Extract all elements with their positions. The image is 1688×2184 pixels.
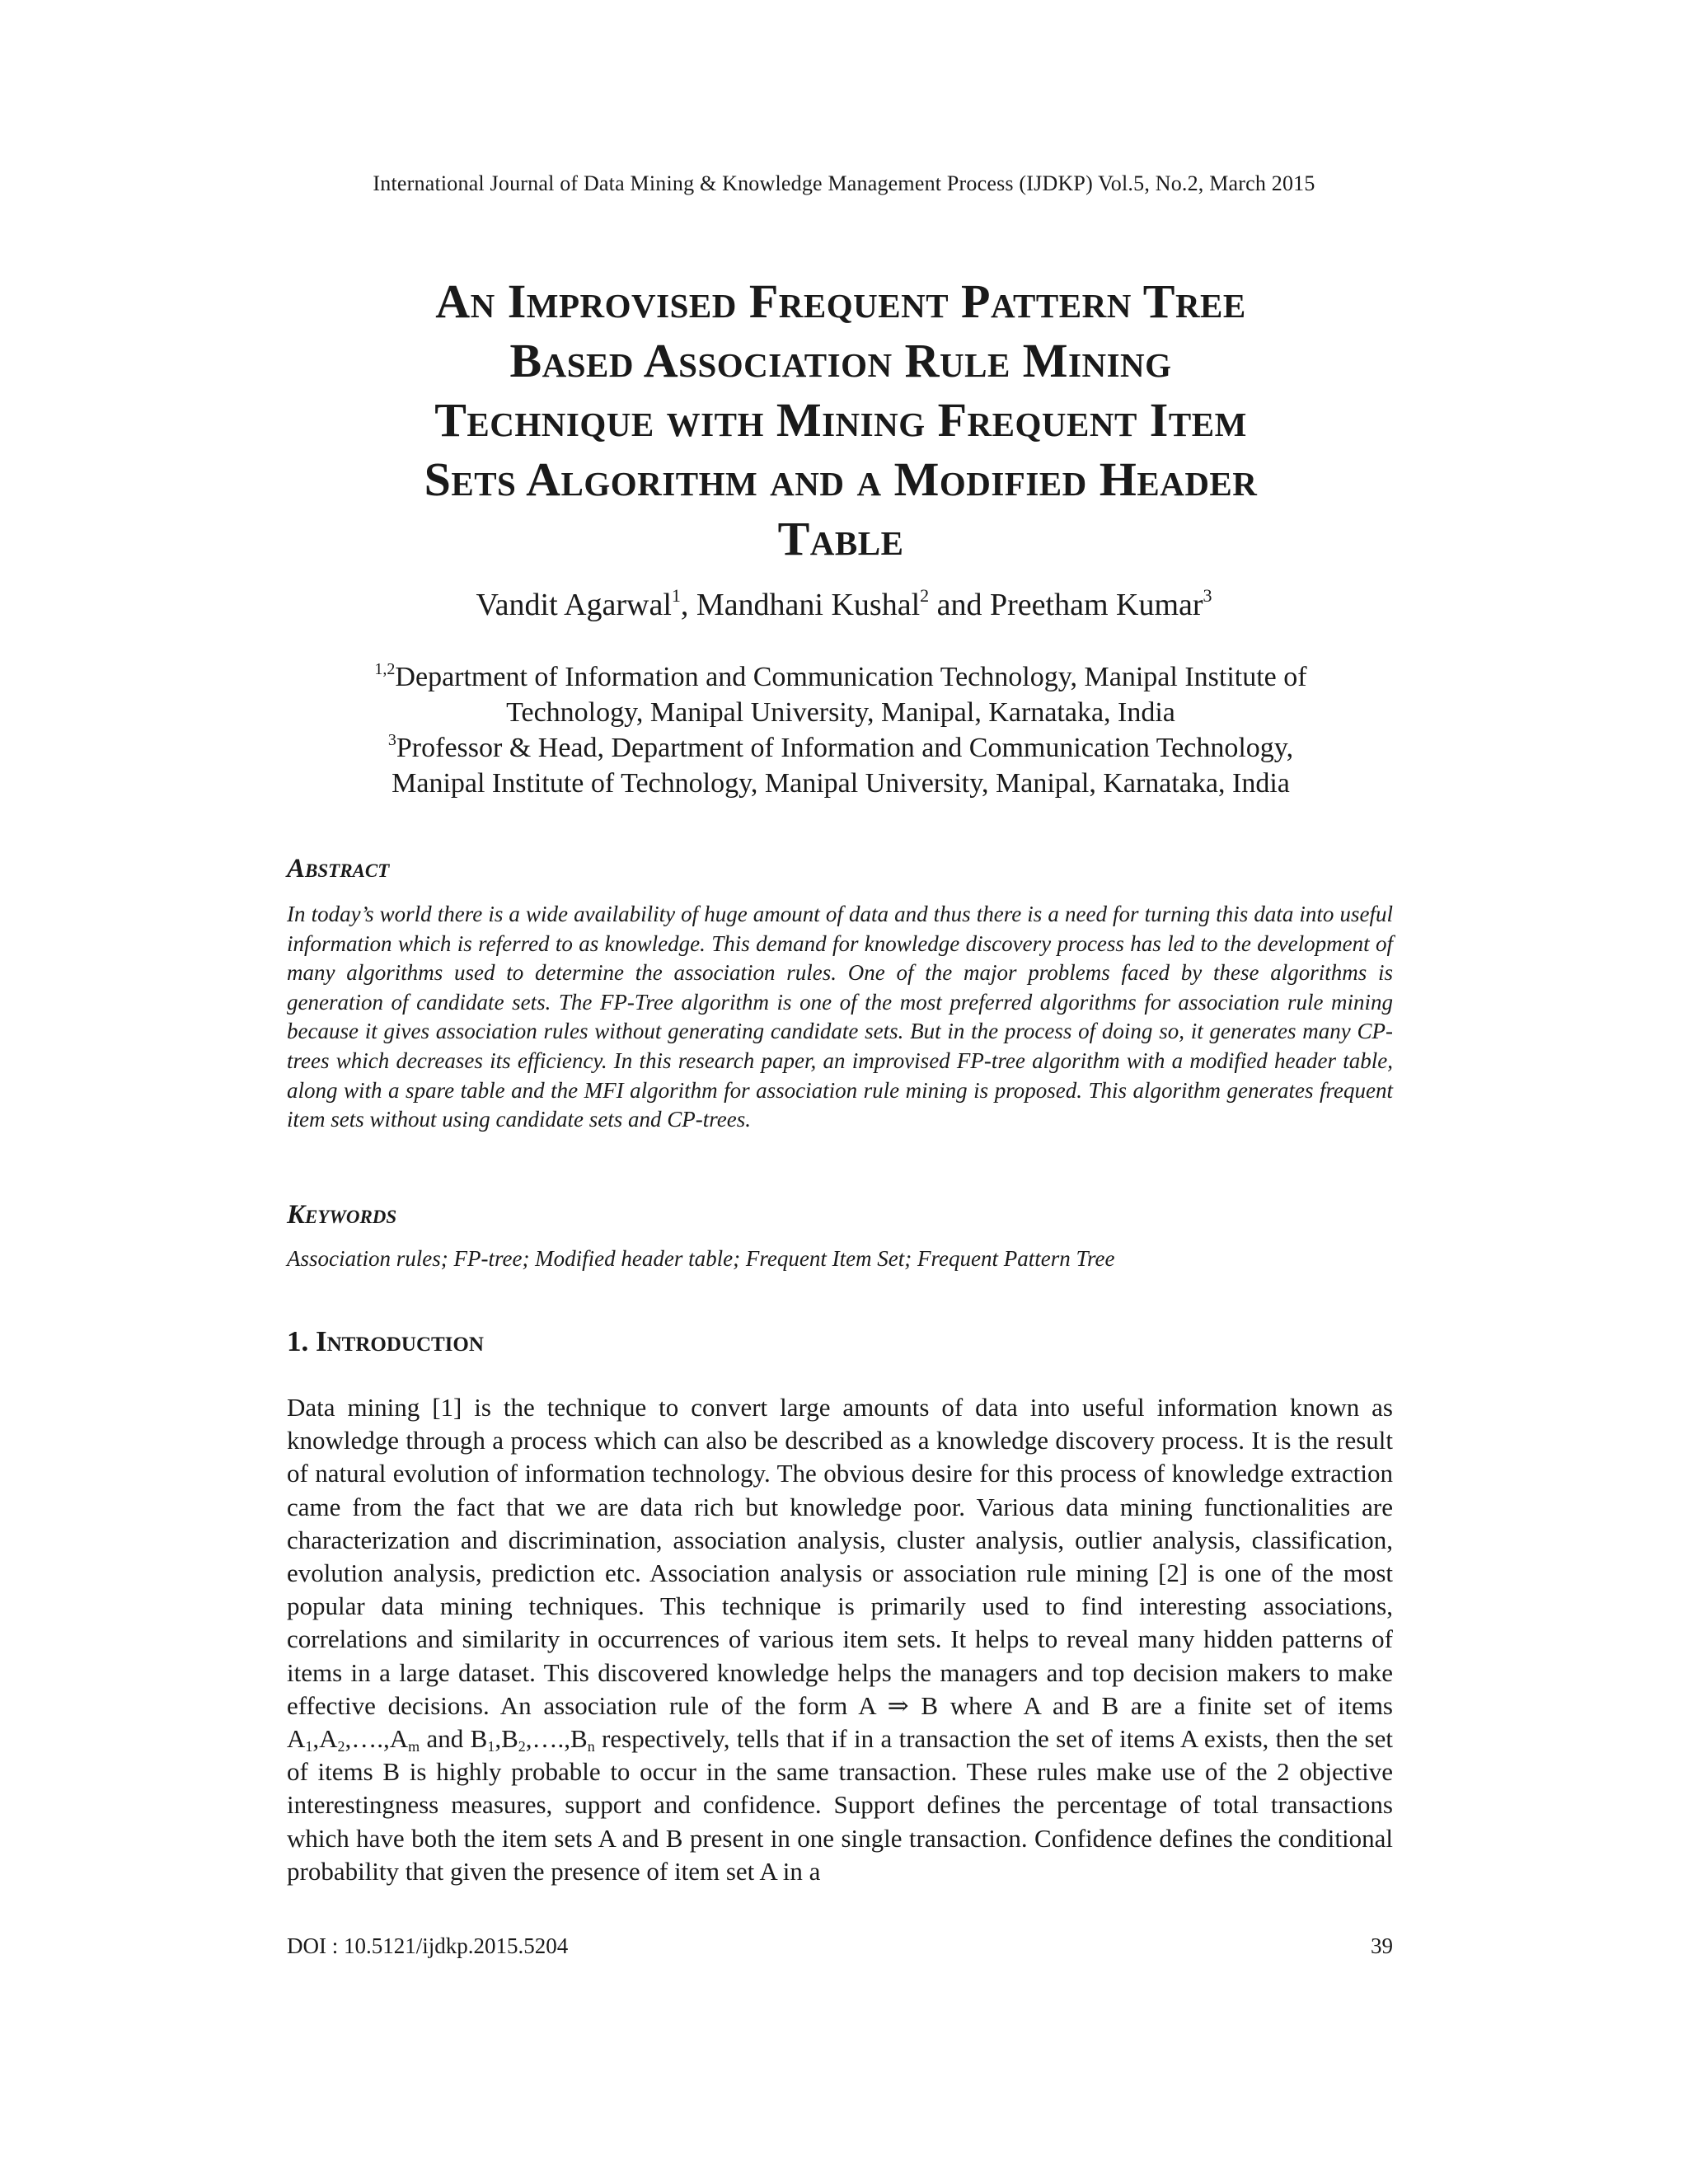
affiliation-mark: 3	[387, 731, 396, 749]
affiliation-text: Department of Information and Communication Technology, Manipal Institute of	[395, 662, 1307, 692]
running-header: International Journal of Data Mining & Knowledge Management Process (IJDKP) Vol.5, No.2, March 2015	[373, 171, 1315, 195]
introduction-heading: 1. Introduction	[287, 1325, 484, 1357]
author-name: Preetham Kumar	[990, 588, 1203, 622]
paper-title	[247, 272, 1434, 569]
affiliation-mark: 1,2	[374, 660, 396, 678]
body-text: respectively, tells that if in a transaction the set of items A exists, then the set of items B is highly probable to occur in the same transaction. These rules make use of the 2 objective interestingness measures, support and confidence. Support defines the percentage of total transactions which have both the item sets A and B present in one single transaction. Confidence defines the conditional probability that given the presence of item set A in a	[287, 1724, 1394, 1886]
subscript: m	[408, 1738, 420, 1755]
author-separator: ,	[680, 588, 696, 622]
abstract-text: In today’s world there is a wide availability of huge amount of data and thus there is a need for turning this data into useful information which is referred to as knowledge. This demand for knowledge discovery process has led to the development of many algorithms used to determine the association rules. One of the major problems faced by these algorithms is generation of candidate sets. The FP-Tree algorithm is one of the most preferred algorithms for association rule mining because it gives association rules without generating candidate sets. But in the process of doing so, it generates many CP-trees which decreases its efficiency. In this research paper, an improvised FP-tree algorithm with a modified header table, along with a spare table and the MFI algorithm for association rule mining is proposed. This algorithm generates frequent item sets without using candidate sets and CP-trees.	[287, 902, 1393, 1132]
body-text: ,….,A	[345, 1724, 409, 1754]
affiliation-text: Professor & Head, Department of Information and Communication Technology,	[396, 733, 1294, 763]
title-line: Table	[777, 512, 904, 565]
subscript: 2	[518, 1738, 526, 1755]
affiliation-line	[272, 730, 1409, 766]
affiliations	[272, 659, 1409, 801]
body-text: ,….,B	[525, 1724, 588, 1754]
title-line: Based Association Rule Mining	[509, 334, 1172, 387]
keywords-text: Association rules; FP-tree; Modified header table; Frequent Item Set; Frequent Pattern Tree	[287, 1246, 1115, 1271]
author-list	[0, 587, 1688, 623]
author-name: Mandhani Kushal	[696, 588, 921, 622]
subscript: 1	[305, 1738, 313, 1755]
abstract-heading: Abstract	[287, 854, 390, 883]
affiliation-line: Manipal Institute of Technology, Manipal University, Manipal, Karnataka, India	[392, 768, 1290, 799]
subscript: n	[587, 1738, 595, 1755]
body-text: ,B	[495, 1724, 518, 1754]
body-text: Data mining [1] is the technique to convert large amounts of data into useful information known as knowledge through a process which can also be described as a knowledge discovery process. It is the result of natural evolution of information technology. The obvious desire for this process of knowledge extraction came from the fact that we are data rich but knowledge poor. Various data mining functionalities are characterization and discrimination, association analysis, cluster analysis, outlier analysis, classification, evolution analysis, prediction etc. Association analysis or association rule mining [2] is one of the most popular data mining techniques. This technique is primarily used to find interesting associations, correlations and similarity in occurrences of various item sets. It helps to reveal many hidden patterns of items in a large dataset. This discovered knowledge helps the managers and top decision makers to make effective decisions. An association rule of the form A ⇒ B where A and B are a finite set of items A	[287, 1393, 1393, 1754]
subscript: 1	[487, 1738, 495, 1755]
author-affiliation-mark: 3	[1203, 585, 1212, 606]
affiliation-line: Technology, Manipal University, Manipal, Karnataka, India	[506, 697, 1175, 728]
author-separator: and	[929, 588, 991, 622]
author-name: Vandit Agarwal	[476, 588, 672, 622]
author-affiliation-mark: 1	[671, 585, 681, 606]
page-number: 39	[1371, 1933, 1393, 1958]
introduction-paragraph	[287, 1391, 1393, 1888]
doi-footer: DOI : 10.5121/ijdkp.2015.5204	[287, 1933, 569, 1958]
title-line: An Improvised Frequent Pattern Tree	[435, 274, 1246, 328]
subscript: 2	[337, 1738, 345, 1755]
title-line: Sets Algorithm and a Modified Header	[424, 452, 1258, 506]
affiliation-line	[272, 659, 1409, 695]
author-affiliation-mark: 2	[920, 585, 930, 606]
body-text: ,A	[312, 1724, 338, 1754]
keywords-heading: Keywords	[287, 1200, 397, 1230]
title-line: Technique with Mining Frequent Item	[434, 393, 1247, 447]
body-text: and B	[420, 1724, 488, 1754]
